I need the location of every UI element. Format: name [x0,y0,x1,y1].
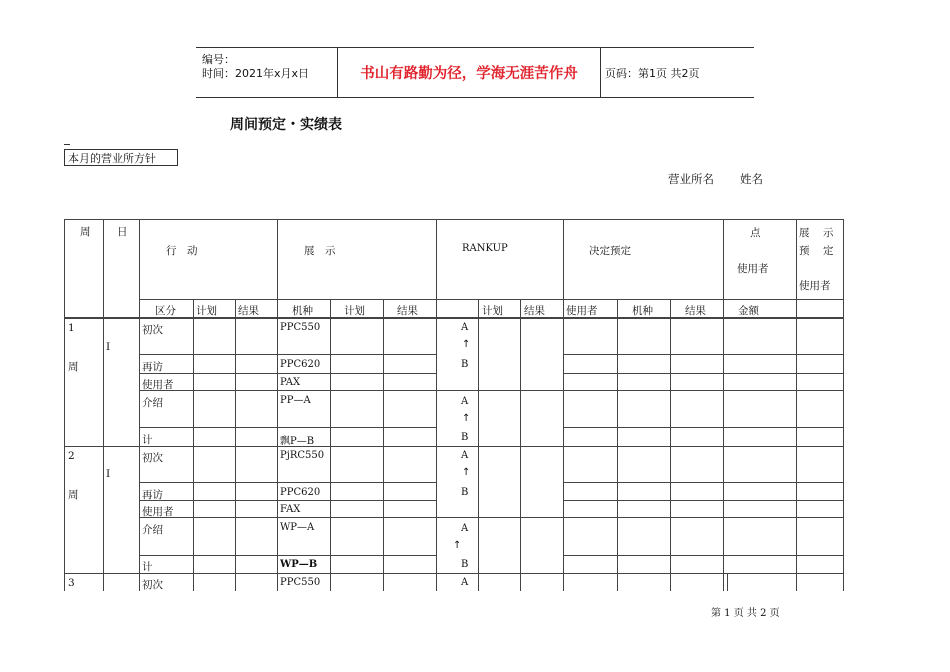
subheader-plan: 计划 [344,305,365,317]
subheader-model: 机种 [292,305,313,317]
grid-line [617,299,618,591]
grid-line [139,427,436,428]
grid-line [723,219,724,591]
up-arrow-icon: ↑ [462,413,471,424]
grid-line [563,373,843,374]
subheader-result: 结果 [397,305,418,317]
row-category: 再访 [142,361,163,373]
rank-grade: A [461,396,469,407]
row-model: PPC620 [280,487,321,498]
row-model: WP—A [280,522,315,533]
up-arrow-icon: ↑ [462,467,471,478]
row-category: 再访 [142,489,163,501]
header-point-user: 使用者 [737,263,769,275]
page-indicator: 页码：第1页 共2页 [605,66,700,80]
header-action: 行 动 [166,245,198,257]
grid-line [563,219,564,591]
subheader-result: 结果 [524,305,545,317]
row-model: PPC620 [280,359,321,370]
row-category: 使用者 [142,506,174,518]
rank-grade: B [461,559,469,570]
row-category: 计 [142,434,153,446]
header-display2: 定 [823,245,834,257]
header-rankup: RANKUP [462,243,508,254]
grid-line [727,573,728,591]
day-label: I [106,468,111,480]
grid-line [139,354,436,355]
row-model: WP—B [280,559,318,570]
office-name-label: 营业所名 [668,172,714,186]
header-week: 周 [80,226,91,238]
grid-line [64,219,843,220]
row-model: FAX [280,504,301,515]
grid-line [139,373,436,374]
subheader-plan: 计划 [196,305,217,317]
grid-line [670,299,671,591]
week-number: 1 [68,322,75,334]
subheader-model: 机种 [632,305,653,317]
header-display: 展 示 [304,245,336,257]
subheader-result: 结果 [238,305,259,317]
subheader-user: 使用者 [566,305,598,317]
row-model: 飘P—B [280,436,315,447]
grid-line [478,299,479,591]
header-display2: 示 [823,227,834,239]
week-label: 周 [68,489,79,501]
grid-line [796,219,797,591]
grid-line [139,299,843,300]
week-label: 周 [68,361,79,373]
policy-field[interactable]: 本月的营业所方针 [64,149,178,166]
rank-grade: A [461,322,469,333]
grid-line [64,219,65,591]
grid-line [139,500,436,501]
subheader-result: 结果 [685,305,706,317]
grid-line [193,299,194,591]
day-label: I [106,341,111,353]
row-model: PP—A [280,395,311,406]
row-category: 初次 [142,579,163,591]
row-category: 初次 [142,324,163,336]
grid-line [103,219,104,591]
row-model: PPC550 [280,577,321,588]
number-label: 编号： [202,53,235,66]
name-label: 姓名 [740,172,763,186]
grid-line [139,517,843,518]
grid-line [139,482,436,483]
subheader-plan: 计划 [482,305,503,317]
time-label: 时间：2021年x月x日 [202,67,310,80]
row-category: 介绍 [142,397,163,409]
grid-line [520,299,521,591]
grid-line [436,219,437,591]
grid-line [843,219,844,591]
grid-line [563,500,843,501]
row-model: PjRC550 [280,450,325,461]
header-point: 点 [750,227,761,239]
up-arrow-icon: ↑ [462,339,471,350]
grid-line [383,299,384,591]
grid-line [64,317,843,319]
grid-line [277,219,278,591]
subheader-amount: 金额 [738,305,759,317]
footer-page-number: 第 1 页 共 2 页 [711,608,780,619]
rank-grade: B [461,359,469,370]
slogan: 书山有路勤为径，学海无涯苦作舟 [337,48,601,97]
grid-line [235,299,236,591]
grid-line [563,427,843,428]
row-category: 计 [142,561,153,573]
rank-grade: A [461,523,469,534]
grid-line [139,390,843,391]
rank-grade: A [461,577,469,588]
up-arrow-icon: ↑ [453,540,462,551]
row-model: PPC550 [280,322,321,333]
header-day: 日 [117,226,128,238]
page-title: 周间预定・实绩表 [230,117,342,133]
row-category: 使用者 [142,379,174,391]
header-display2-user: 使用者 [799,280,831,292]
header-display2: 展 [799,227,810,239]
header-display2: 预 [799,245,810,257]
grid-line [563,482,843,483]
rank-grade: A [461,450,469,461]
grid-line [563,555,843,556]
grid-line [563,354,843,355]
grid-line [64,446,843,447]
header-decision: 决定预定 [589,245,631,257]
grid-line [139,555,436,556]
row-model: PAX [280,377,301,388]
row-category: 介绍 [142,524,163,536]
week-number: 3 [68,577,75,589]
rank-grade: B [461,487,469,498]
grid-line [330,299,331,591]
row-category: 初次 [142,452,163,464]
rank-grade: B [461,432,469,443]
grid-line [139,219,140,591]
subheader-category: 区分 [155,305,176,317]
week-number: 2 [68,450,75,462]
